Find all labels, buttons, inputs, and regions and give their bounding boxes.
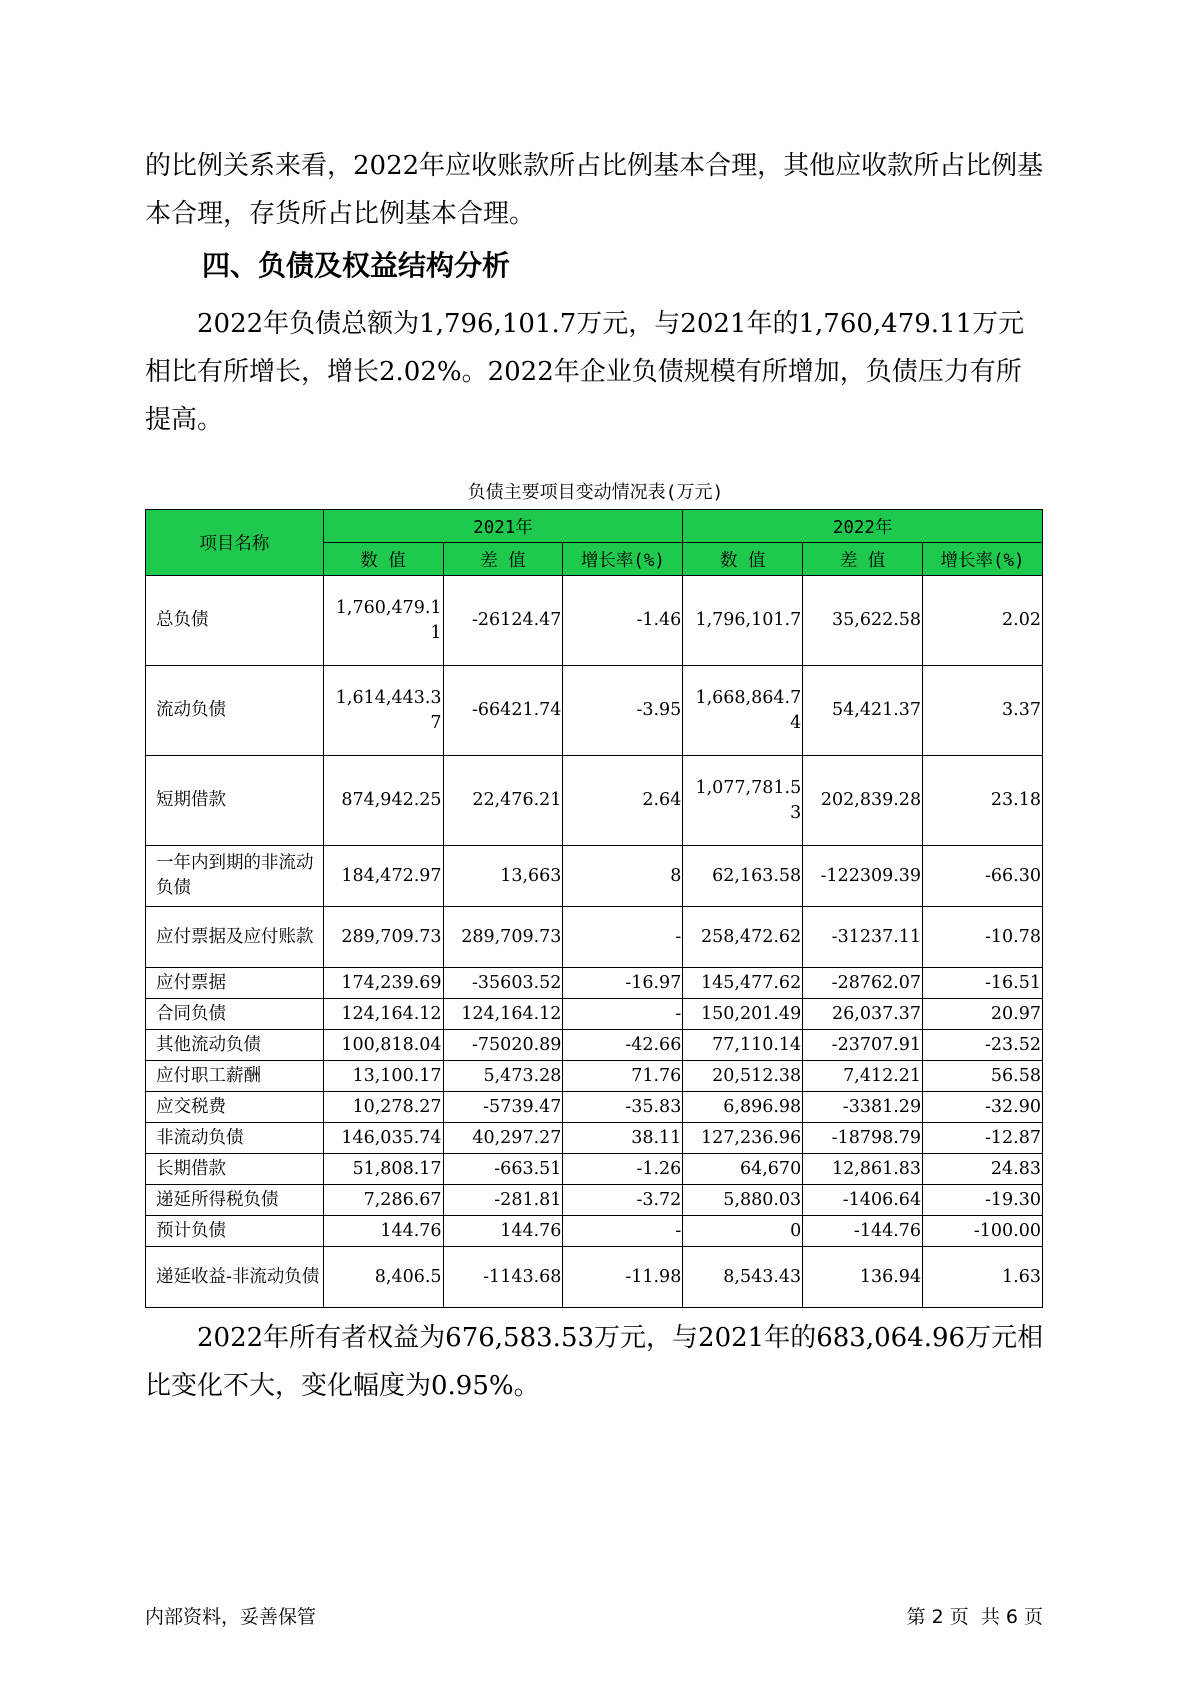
table-row [146,1216,1043,1247]
diff-2022-cell: 54,421.37 [803,666,923,756]
table-row [146,846,1043,907]
growth-2022-cell: -10.78 [923,907,1043,968]
growth-2022-cell: -32.90 [923,1092,1043,1123]
growth-2021-cell: -11.98 [563,1247,683,1308]
value-2021-cell: 51,808.17 [323,1154,443,1185]
item-name-cell: 应付票据及应付账款 [146,907,324,968]
growth-2022-cell: -12.87 [923,1123,1043,1154]
value-2021-cell: 7,286.67 [323,1185,443,1216]
value-2021-cell: 174,239.69 [323,968,443,999]
value-2021-cell: 184,472.97 [323,846,443,907]
growth-2022-cell: 3.37 [923,666,1043,756]
table-body [146,576,1043,1308]
growth-2022-cell: -19.30 [923,1185,1043,1216]
header-year-2021: 2021年 [323,510,683,543]
item-name-cell: 递延所得税负债 [146,1185,324,1216]
growth-2021-cell: 2.64 [563,756,683,846]
value-2022-cell: 5,880.03 [683,1185,803,1216]
diff-2022-cell: 26,037.37 [803,999,923,1030]
growth-2022-cell: 2.02 [923,576,1043,666]
header-item-name: 项目名称 [146,510,324,576]
diff-2021-cell: -26124.47 [443,576,563,666]
item-name-cell: 长期借款 [146,1154,324,1185]
equity-paragraph: 2022年所有者权益为676,583.53万元，与2021年的683,064.96万元相比变化不大，变化幅度为0.95%。 [145,1323,1044,1401]
section-heading: 四、负债及权益结构分析 [202,249,511,282]
table-row [146,1030,1043,1061]
diff-2021-cell: 22,476.21 [443,756,563,846]
growth-2021-cell: 8 [563,846,683,907]
value-2021-cell: 13,100.17 [323,1061,443,1092]
table-row [146,576,1043,666]
value-2021-cell: 1,614,443.37 [323,666,443,756]
diff-2022-cell: -144.76 [803,1216,923,1247]
diff-2022-cell: -1406.64 [803,1185,923,1216]
value-2022-cell: 150,201.49 [683,999,803,1030]
table-row [146,1247,1043,1308]
item-name-cell: 合同负债 [146,999,324,1030]
table-row [146,1092,1043,1123]
table-row [146,756,1043,846]
header-diff-2021: 差 值 [443,543,563,576]
growth-2021-cell: -1.46 [563,576,683,666]
item-name-cell: 非流动负债 [146,1123,324,1154]
diff-2021-cell: -663.51 [443,1154,563,1185]
item-name-cell: 一年内到期的非流动负债 [146,846,324,907]
growth-2021-cell: -16.97 [563,968,683,999]
growth-2022-cell: -66.30 [923,846,1043,907]
item-name-cell: 应付票据 [146,968,324,999]
diff-2022-cell: -31237.11 [803,907,923,968]
value-2022-cell: 77,110.14 [683,1030,803,1061]
growth-2021-cell: -3.72 [563,1185,683,1216]
diff-2022-cell: 35,622.58 [803,576,923,666]
diff-2022-cell: -18798.79 [803,1123,923,1154]
growth-2021-cell: - [563,1216,683,1247]
item-name-cell: 应付职工薪酬 [146,1061,324,1092]
value-2022-cell: 127,236.96 [683,1123,803,1154]
value-2021-cell: 146,035.74 [323,1123,443,1154]
header-value-2021: 数 值 [323,543,443,576]
growth-2021-cell: -42.66 [563,1030,683,1061]
footer-confidential-note: 内部资料，妥善保管 [145,1606,317,1628]
table-row [146,1061,1043,1092]
growth-2022-cell: -16.51 [923,968,1043,999]
diff-2021-cell: -281.81 [443,1185,563,1216]
header-diff-2022: 差 值 [803,543,923,576]
table-row [146,1185,1043,1216]
intro-paragraph: 的比例关系来看，2022年应收账款所占比例基本合理，其他应收款所占比例基本合理，存货所占比例基本合理。 [145,151,1044,229]
diff-2022-cell: 202,839.28 [803,756,923,846]
value-2021-cell: 10,278.27 [323,1092,443,1123]
growth-2022-cell: 24.83 [923,1154,1043,1185]
diff-2021-cell: -5739.47 [443,1092,563,1123]
table-row [146,1154,1043,1185]
value-2021-cell: 289,709.73 [323,907,443,968]
diff-2021-cell: 124,164.12 [443,999,563,1030]
value-2022-cell: 258,472.62 [683,907,803,968]
diff-2021-cell: 289,709.73 [443,907,563,968]
value-2022-cell: 0 [683,1216,803,1247]
item-name-cell: 预计负债 [146,1216,324,1247]
item-name-cell: 应交税费 [146,1092,324,1123]
item-name-cell: 其他流动负债 [146,1030,324,1061]
growth-2022-cell: 23.18 [923,756,1043,846]
diff-2022-cell: -28762.07 [803,968,923,999]
diff-2021-cell: -35603.52 [443,968,563,999]
header-value-2022: 数 值 [683,543,803,576]
table-row [146,666,1043,756]
growth-2022-cell: 56.58 [923,1061,1043,1092]
item-name-cell: 流动负债 [146,666,324,756]
diff-2022-cell: 136.94 [803,1247,923,1308]
value-2022-cell: 145,477.62 [683,968,803,999]
value-2022-cell: 6,896.98 [683,1092,803,1123]
item-name-cell: 短期借款 [146,756,324,846]
value-2021-cell: 1,760,479.11 [323,576,443,666]
growth-2021-cell: -1.26 [563,1154,683,1185]
diff-2021-cell: -66421.74 [443,666,563,756]
diff-2022-cell: 12,861.83 [803,1154,923,1185]
liabilities-table [145,509,1043,1308]
diff-2022-cell: -3381.29 [803,1092,923,1123]
item-name-cell: 总负债 [146,576,324,666]
growth-2021-cell: - [563,907,683,968]
growth-2021-cell: - [563,999,683,1030]
value-2021-cell: 874,942.25 [323,756,443,846]
diff-2022-cell: -23707.91 [803,1030,923,1061]
table-caption: 负债主要项目变动情况表(万元) [467,482,724,503]
diff-2021-cell: 5,473.28 [443,1061,563,1092]
diff-2021-cell: 13,663 [443,846,563,907]
liabilities-paragraph: 2022年负债总额为1,796,101.7万元，与2021年的1,760,479.11万元相比有所增长，增长2.02%。2022年企业负债规模有所增加，负债压力有所提高。 [145,309,1025,435]
growth-2022-cell: 1.63 [923,1247,1043,1308]
table-row [146,907,1043,968]
growth-2021-cell: -35.83 [563,1092,683,1123]
growth-2021-cell: -3.95 [563,666,683,756]
header-growth-2022: 增长率(%) [923,543,1043,576]
diff-2022-cell: 7,412.21 [803,1061,923,1092]
value-2022-cell: 62,163.58 [683,846,803,907]
header-growth-2021: 增长率(%) [563,543,683,576]
footer-page-number: 第 2 页 共 6 页 [906,1606,1043,1628]
value-2022-cell: 1,796,101.7 [683,576,803,666]
value-2021-cell: 8,406.5 [323,1247,443,1308]
value-2021-cell: 100,818.04 [323,1030,443,1061]
growth-2021-cell: 38.11 [563,1123,683,1154]
diff-2021-cell: 144.76 [443,1216,563,1247]
table-row [146,968,1043,999]
value-2022-cell: 20,512.38 [683,1061,803,1092]
value-2022-cell: 64,670 [683,1154,803,1185]
growth-2022-cell: 20.97 [923,999,1043,1030]
growth-2022-cell: -100.00 [923,1216,1043,1247]
diff-2021-cell: 40,297.27 [443,1123,563,1154]
diff-2022-cell: -122309.39 [803,846,923,907]
growth-2021-cell: 71.76 [563,1061,683,1092]
table-row [146,999,1043,1030]
value-2022-cell: 1,668,864.74 [683,666,803,756]
growth-2022-cell: -23.52 [923,1030,1043,1061]
table-row [146,1123,1043,1154]
value-2021-cell: 124,164.12 [323,999,443,1030]
header-year-2022: 2022年 [683,510,1043,543]
diff-2021-cell: -75020.89 [443,1030,563,1061]
value-2022-cell: 1,077,781.53 [683,756,803,846]
value-2021-cell: 144.76 [323,1216,443,1247]
value-2022-cell: 8,543.43 [683,1247,803,1308]
diff-2021-cell: -1143.68 [443,1247,563,1308]
item-name-cell: 递延收益-非流动负债 [146,1247,324,1308]
